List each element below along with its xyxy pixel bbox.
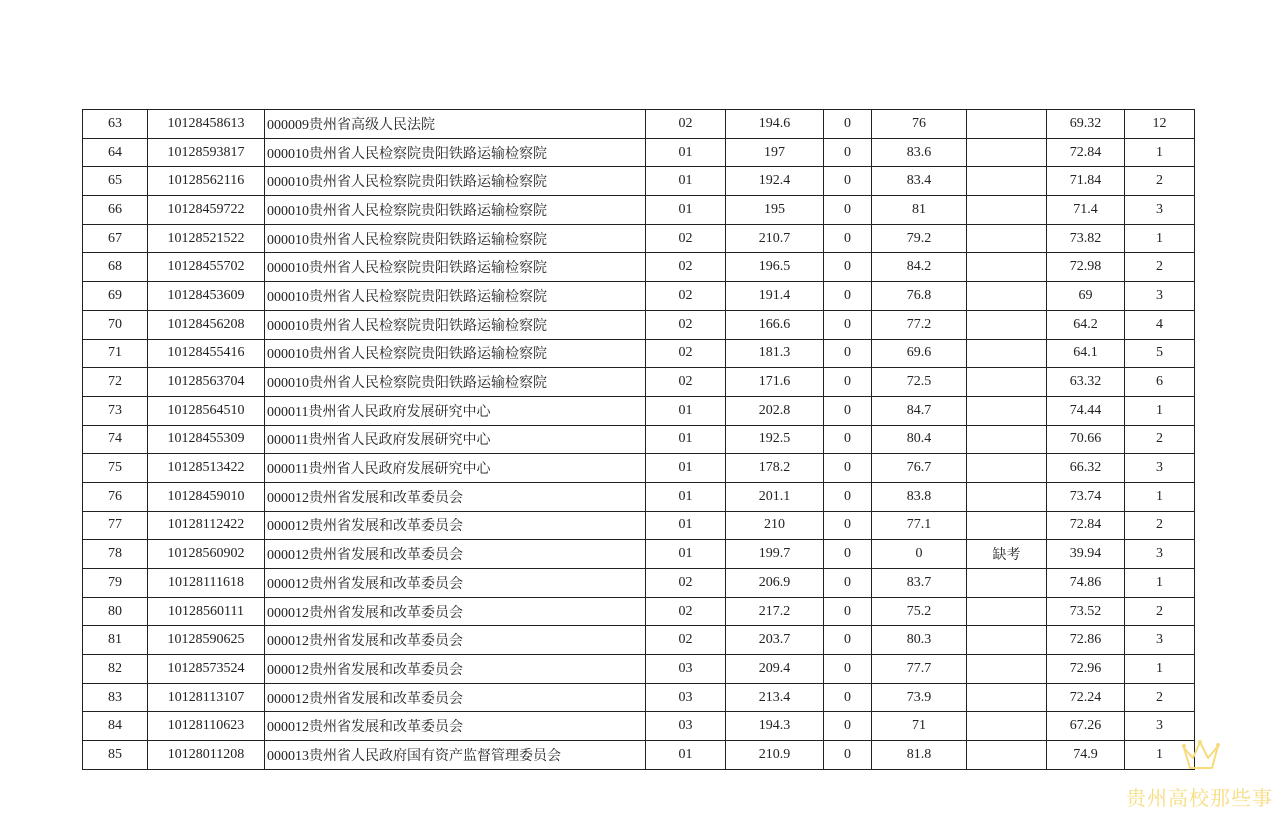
cell-organization: 000011贵州省人民政府发展研究中心: [265, 396, 646, 425]
cell-total-score: 66.32: [1047, 454, 1125, 483]
cell-bonus: 0: [824, 655, 872, 684]
cell-total-score: 71.84: [1047, 167, 1125, 196]
cell-organization: 000010贵州省人民检察院贵阳铁路运输检察院: [265, 224, 646, 253]
cell-exam-id: 10128563704: [148, 368, 265, 397]
cell-exam-id: 10128513422: [148, 454, 265, 483]
cell-total-score: 74.9: [1047, 741, 1125, 770]
cell-organization: 000010贵州省人民检察院贵阳铁路运输检察院: [265, 196, 646, 225]
cell-position-code: 02: [646, 282, 726, 311]
cell-exam-id: 10128593817: [148, 138, 265, 167]
cell-organization: 000010贵州省人民检察院贵阳铁路运输检察院: [265, 368, 646, 397]
cell-total-score: 72.98: [1047, 253, 1125, 282]
cell-organization: 000012贵州省发展和改革委员会: [265, 626, 646, 655]
cell-rank: 3: [1125, 282, 1195, 311]
cell-total-score: 74.44: [1047, 396, 1125, 425]
cell-bonus: 0: [824, 569, 872, 598]
cell-remark: [967, 138, 1047, 167]
cell-total-score: 63.32: [1047, 368, 1125, 397]
cell-rank: 1: [1125, 138, 1195, 167]
cell-bonus: 0: [824, 626, 872, 655]
cell-remark: [967, 712, 1047, 741]
cell-remark: [967, 282, 1047, 311]
cell-written-score: 192.5: [726, 425, 824, 454]
cell-interview-score: 80.4: [872, 425, 967, 454]
cell-written-score: 203.7: [726, 626, 824, 655]
cell-exam-id: 10128113107: [148, 683, 265, 712]
cell-index: 74: [83, 425, 148, 454]
cell-total-score: 69.32: [1047, 110, 1125, 139]
watermark-text: 贵州高校那些事: [1126, 786, 1273, 810]
cell-written-score: 210.7: [726, 224, 824, 253]
cell-written-score: 178.2: [726, 454, 824, 483]
table-row: [83, 540, 1195, 569]
cell-total-score: 67.26: [1047, 712, 1125, 741]
cell-exam-id: 10128453609: [148, 282, 265, 311]
results-table: [82, 109, 1195, 770]
cell-written-score: 191.4: [726, 282, 824, 311]
table-row: [83, 310, 1195, 339]
cell-bonus: 0: [824, 224, 872, 253]
cell-written-score: 210.9: [726, 741, 824, 770]
cell-remark: [967, 396, 1047, 425]
cell-remark: [967, 110, 1047, 139]
cell-index: 80: [83, 597, 148, 626]
cell-position-code: 02: [646, 368, 726, 397]
table-row: [83, 655, 1195, 684]
cell-total-score: 72.24: [1047, 683, 1125, 712]
cell-organization: 000011贵州省人民政府发展研究中心: [265, 454, 646, 483]
cell-bonus: 0: [824, 712, 872, 741]
cell-written-score: 171.6: [726, 368, 824, 397]
table-row: [83, 368, 1195, 397]
cell-total-score: 72.96: [1047, 655, 1125, 684]
cell-index: 81: [83, 626, 148, 655]
cell-written-score: 194.3: [726, 712, 824, 741]
cell-bonus: 0: [824, 454, 872, 483]
cell-position-code: 03: [646, 655, 726, 684]
cell-exam-id: 10128011208: [148, 741, 265, 770]
cell-exam-id: 10128573524: [148, 655, 265, 684]
cell-total-score: 73.82: [1047, 224, 1125, 253]
cell-exam-id: 10128456208: [148, 310, 265, 339]
cell-exam-id: 10128455416: [148, 339, 265, 368]
cell-position-code: 01: [646, 196, 726, 225]
cell-rank: 4: [1125, 310, 1195, 339]
cell-organization: 000012贵州省发展和改革委员会: [265, 712, 646, 741]
cell-interview-score: 76.8: [872, 282, 967, 311]
cell-interview-score: 81: [872, 196, 967, 225]
cell-index: 67: [83, 224, 148, 253]
cell-organization: 000010贵州省人民检察院贵阳铁路运输检察院: [265, 138, 646, 167]
table-row: [83, 482, 1195, 511]
cell-remark: [967, 167, 1047, 196]
table-row: [83, 712, 1195, 741]
cell-position-code: 01: [646, 167, 726, 196]
cell-interview-score: 83.8: [872, 482, 967, 511]
cell-rank: 5: [1125, 339, 1195, 368]
cell-index: 63: [83, 110, 148, 139]
cell-rank: 1: [1125, 741, 1195, 770]
cell-total-score: 74.86: [1047, 569, 1125, 598]
cell-remark: [967, 741, 1047, 770]
cell-index: 72: [83, 368, 148, 397]
cell-rank: 3: [1125, 454, 1195, 483]
cell-index: 65: [83, 167, 148, 196]
cell-remark: 缺考: [967, 540, 1047, 569]
cell-remark: [967, 597, 1047, 626]
cell-bonus: 0: [824, 339, 872, 368]
crown-icon: [1180, 740, 1220, 776]
cell-organization: 000009贵州省高级人民法院: [265, 110, 646, 139]
cell-rank: 1: [1125, 224, 1195, 253]
cell-index: 75: [83, 454, 148, 483]
cell-remark: [967, 425, 1047, 454]
cell-remark: [967, 253, 1047, 282]
cell-exam-id: 10128560111: [148, 597, 265, 626]
cell-written-score: 217.2: [726, 597, 824, 626]
cell-position-code: 02: [646, 253, 726, 282]
cell-position-code: 01: [646, 396, 726, 425]
table-row: [83, 454, 1195, 483]
cell-index: 70: [83, 310, 148, 339]
cell-position-code: 01: [646, 138, 726, 167]
cell-interview-score: 69.6: [872, 339, 967, 368]
cell-rank: 12: [1125, 110, 1195, 139]
cell-bonus: 0: [824, 597, 872, 626]
cell-remark: [967, 310, 1047, 339]
table-row: [83, 167, 1195, 196]
table-row: [83, 224, 1195, 253]
cell-interview-score: 73.9: [872, 683, 967, 712]
table-row: [83, 683, 1195, 712]
cell-organization: 000010贵州省人民检察院贵阳铁路运输检察院: [265, 339, 646, 368]
cell-organization: 000010贵州省人民检察院贵阳铁路运输检察院: [265, 167, 646, 196]
cell-interview-score: 0: [872, 540, 967, 569]
cell-written-score: 196.5: [726, 253, 824, 282]
table-row: [83, 425, 1195, 454]
cell-bonus: 0: [824, 396, 872, 425]
cell-written-score: 192.4: [726, 167, 824, 196]
cell-written-score: 194.6: [726, 110, 824, 139]
cell-interview-score: 84.2: [872, 253, 967, 282]
table-row: [83, 396, 1195, 425]
cell-remark: [967, 569, 1047, 598]
cell-organization: 000012贵州省发展和改革委员会: [265, 597, 646, 626]
cell-written-score: 166.6: [726, 310, 824, 339]
cell-total-score: 39.94: [1047, 540, 1125, 569]
cell-index: 68: [83, 253, 148, 282]
cell-written-score: 199.7: [726, 540, 824, 569]
cell-exam-id: 10128521522: [148, 224, 265, 253]
cell-total-score: 70.66: [1047, 425, 1125, 454]
cell-index: 71: [83, 339, 148, 368]
cell-index: 79: [83, 569, 148, 598]
cell-organization: 000012贵州省发展和改革委员会: [265, 569, 646, 598]
cell-exam-id: 10128562116: [148, 167, 265, 196]
table-row: [83, 138, 1195, 167]
cell-position-code: 01: [646, 425, 726, 454]
cell-bonus: 0: [824, 741, 872, 770]
cell-exam-id: 10128110623: [148, 712, 265, 741]
cell-organization: 000010贵州省人民检察院贵阳铁路运输检察院: [265, 253, 646, 282]
cell-total-score: 73.74: [1047, 482, 1125, 511]
cell-interview-score: 83.6: [872, 138, 967, 167]
cell-remark: [967, 683, 1047, 712]
cell-rank: 1: [1125, 655, 1195, 684]
cell-position-code: 03: [646, 712, 726, 741]
cell-rank: 2: [1125, 253, 1195, 282]
cell-rank: 3: [1125, 196, 1195, 225]
cell-interview-score: 81.8: [872, 741, 967, 770]
cell-bonus: 0: [824, 110, 872, 139]
cell-interview-score: 83.7: [872, 569, 967, 598]
table-row: [83, 339, 1195, 368]
cell-bonus: 0: [824, 683, 872, 712]
cell-total-score: 72.86: [1047, 626, 1125, 655]
cell-bonus: 0: [824, 167, 872, 196]
cell-remark: [967, 655, 1047, 684]
cell-index: 66: [83, 196, 148, 225]
table-row: [83, 253, 1195, 282]
cell-position-code: 02: [646, 224, 726, 253]
cell-written-score: 197: [726, 138, 824, 167]
cell-rank: 1: [1125, 396, 1195, 425]
cell-index: 64: [83, 138, 148, 167]
cell-position-code: 03: [646, 683, 726, 712]
cell-organization: 000012贵州省发展和改革委员会: [265, 655, 646, 684]
cell-position-code: 01: [646, 741, 726, 770]
cell-rank: 2: [1125, 511, 1195, 540]
cell-remark: [967, 368, 1047, 397]
cell-organization: 000010贵州省人民检察院贵阳铁路运输检察院: [265, 310, 646, 339]
cell-organization: 000012贵州省发展和改革委员会: [265, 683, 646, 712]
cell-total-score: 72.84: [1047, 138, 1125, 167]
cell-position-code: 01: [646, 511, 726, 540]
cell-exam-id: 10128111618: [148, 569, 265, 598]
cell-exam-id: 10128458613: [148, 110, 265, 139]
cell-index: 78: [83, 540, 148, 569]
cell-index: 85: [83, 741, 148, 770]
cell-total-score: 64.2: [1047, 310, 1125, 339]
table-row: [83, 626, 1195, 655]
cell-exam-id: 10128459010: [148, 482, 265, 511]
cell-written-score: 201.1: [726, 482, 824, 511]
cell-position-code: 02: [646, 339, 726, 368]
cell-bonus: 0: [824, 425, 872, 454]
cell-total-score: 73.52: [1047, 597, 1125, 626]
cell-written-score: 206.9: [726, 569, 824, 598]
cell-total-score: 64.1: [1047, 339, 1125, 368]
cell-exam-id: 10128564510: [148, 396, 265, 425]
cell-written-score: 213.4: [726, 683, 824, 712]
cell-index: 83: [83, 683, 148, 712]
cell-organization: 000012贵州省发展和改革委员会: [265, 482, 646, 511]
cell-organization: 000012贵州省发展和改革委员会: [265, 540, 646, 569]
cell-position-code: 01: [646, 482, 726, 511]
cell-position-code: 01: [646, 454, 726, 483]
cell-remark: [967, 196, 1047, 225]
cell-rank: 1: [1125, 569, 1195, 598]
cell-written-score: 181.3: [726, 339, 824, 368]
cell-total-score: 72.84: [1047, 511, 1125, 540]
cell-written-score: 202.8: [726, 396, 824, 425]
cell-position-code: 02: [646, 597, 726, 626]
cell-bonus: 0: [824, 196, 872, 225]
cell-written-score: 210: [726, 511, 824, 540]
cell-organization: 000010贵州省人民检察院贵阳铁路运输检察院: [265, 282, 646, 311]
cell-rank: 2: [1125, 597, 1195, 626]
cell-rank: 6: [1125, 368, 1195, 397]
cell-organization: 000012贵州省发展和改革委员会: [265, 511, 646, 540]
cell-bonus: 0: [824, 368, 872, 397]
cell-position-code: 02: [646, 310, 726, 339]
cell-exam-id: 10128459722: [148, 196, 265, 225]
cell-interview-score: 77.1: [872, 511, 967, 540]
cell-interview-score: 80.3: [872, 626, 967, 655]
cell-bonus: 0: [824, 282, 872, 311]
cell-remark: [967, 482, 1047, 511]
cell-bonus: 0: [824, 138, 872, 167]
cell-bonus: 0: [824, 540, 872, 569]
cell-rank: 3: [1125, 626, 1195, 655]
cell-remark: [967, 454, 1047, 483]
cell-organization: 000013贵州省人民政府国有资产监督管理委员会: [265, 741, 646, 770]
cell-written-score: 209.4: [726, 655, 824, 684]
table-row: [83, 196, 1195, 225]
cell-position-code: 02: [646, 569, 726, 598]
cell-exam-id: 10128112422: [148, 511, 265, 540]
cell-index: 73: [83, 396, 148, 425]
cell-index: 76: [83, 482, 148, 511]
table-row: [83, 511, 1195, 540]
cell-interview-score: 71: [872, 712, 967, 741]
cell-organization: 000011贵州省人民政府发展研究中心: [265, 425, 646, 454]
cell-rank: 2: [1125, 167, 1195, 196]
cell-rank: 2: [1125, 683, 1195, 712]
cell-rank: 3: [1125, 712, 1195, 741]
cell-index: 84: [83, 712, 148, 741]
cell-position-code: 02: [646, 626, 726, 655]
cell-bonus: 0: [824, 310, 872, 339]
cell-interview-score: 76.7: [872, 454, 967, 483]
table-row: [83, 110, 1195, 139]
cell-interview-score: 76: [872, 110, 967, 139]
table-row: [83, 741, 1195, 770]
cell-interview-score: 83.4: [872, 167, 967, 196]
cell-remark: [967, 626, 1047, 655]
cell-exam-id: 10128455702: [148, 253, 265, 282]
cell-position-code: 01: [646, 540, 726, 569]
cell-remark: [967, 224, 1047, 253]
cell-written-score: 195: [726, 196, 824, 225]
cell-rank: 2: [1125, 425, 1195, 454]
cell-index: 69: [83, 282, 148, 311]
watermark: [1122, 738, 1280, 814]
cell-remark: [967, 511, 1047, 540]
cell-total-score: 69: [1047, 282, 1125, 311]
table-row: [83, 597, 1195, 626]
cell-index: 77: [83, 511, 148, 540]
cell-interview-score: 75.2: [872, 597, 967, 626]
table-row: [83, 569, 1195, 598]
cell-bonus: 0: [824, 482, 872, 511]
cell-rank: 1: [1125, 482, 1195, 511]
cell-exam-id: 10128590625: [148, 626, 265, 655]
cell-remark: [967, 339, 1047, 368]
cell-interview-score: 84.7: [872, 396, 967, 425]
table-row: [83, 282, 1195, 311]
cell-bonus: 0: [824, 253, 872, 282]
cell-rank: 3: [1125, 540, 1195, 569]
cell-interview-score: 72.5: [872, 368, 967, 397]
cell-index: 82: [83, 655, 148, 684]
cell-total-score: 71.4: [1047, 196, 1125, 225]
cell-bonus: 0: [824, 511, 872, 540]
cell-interview-score: 79.2: [872, 224, 967, 253]
cell-position-code: 02: [646, 110, 726, 139]
cell-exam-id: 10128455309: [148, 425, 265, 454]
cell-exam-id: 10128560902: [148, 540, 265, 569]
cell-interview-score: 77.7: [872, 655, 967, 684]
cell-interview-score: 77.2: [872, 310, 967, 339]
